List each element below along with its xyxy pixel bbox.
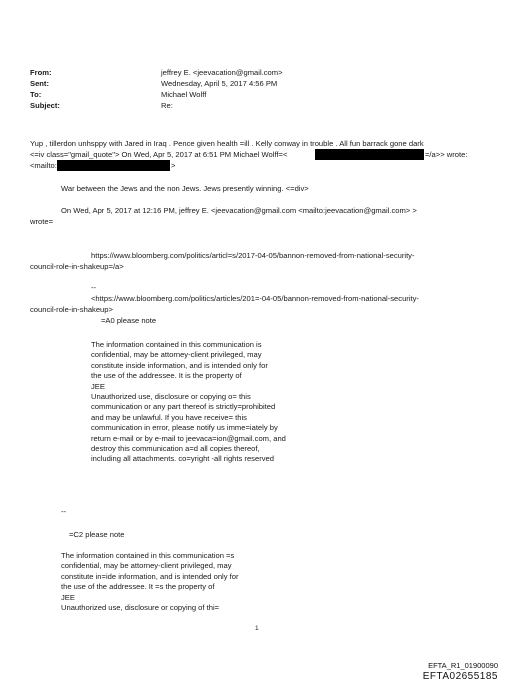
subject-label: Subject: bbox=[30, 101, 60, 110]
page-number: 1 bbox=[255, 625, 259, 632]
disclaimer-line: confidential, may be attorney-client privileged, may bbox=[91, 350, 262, 360]
disclaimer-line: return e-mail or by e-mail to jeevaca=ion@gmail.com, and bbox=[91, 433, 286, 443]
disclaimer-block-1 bbox=[91, 340, 286, 465]
disclaimer-line: the use of the addressee. It =s the property of bbox=[61, 582, 215, 592]
disclaimer-line: destroy this communication a=d all copies thereof, bbox=[91, 444, 260, 454]
disclaimer-line: Unauthorized use, disclosure or copying of thi= bbox=[61, 603, 220, 613]
disclaimer-line: Unauthorized use, disclosure or copying o= this bbox=[91, 392, 251, 402]
note-1: =A0 please note bbox=[101, 316, 157, 325]
war-line: War between the Jews and the non Jews. Jews presently winning. <=div> bbox=[61, 184, 309, 193]
from-label: From: bbox=[30, 68, 52, 77]
disclaimer-line: and may be unlawful. If you have receive= this bbox=[91, 412, 247, 422]
disclaimer-line: The information contained in this communication =s bbox=[61, 551, 235, 560]
quote-line: On Wed, Apr 5, 2017 at 12:16 PM, jeffrey E. <jeevacation@gmail.com <mailto:jeevacation@gmail.com> > bbox=[61, 206, 417, 215]
dash-separator-1: -- bbox=[91, 283, 97, 292]
disclaimer-line: including all attachments. co=yright -all rights reserved bbox=[91, 454, 274, 464]
disclaimer-line: constitute inside information, and is intended only for bbox=[91, 360, 268, 370]
body-line-2b: =/a>> wrote: bbox=[425, 150, 468, 159]
subject-value: Re: bbox=[161, 101, 173, 110]
disclaimer-block-2 bbox=[61, 551, 239, 613]
disclaimer-line: confidential, may be attorney-client privileged, may bbox=[61, 561, 232, 571]
sent-label: Sent: bbox=[30, 79, 49, 88]
to-value: Michael Wolff bbox=[161, 90, 207, 99]
body-line-3a: <mailto: bbox=[30, 161, 57, 170]
disclaimer-line: The information contained in this communication is bbox=[91, 340, 262, 349]
body-line-1: Yup , tillerdon unhsppy with Jared in Iraq . Pence given health =ill . Kelly conway in trouble . All fun barrack gone dark bbox=[30, 139, 424, 148]
link-1a: https://www.bloomberg.com/politics/articl=s/2017-04-05/bannon-removed-from-national-security- bbox=[91, 251, 415, 260]
disclaimer-line: constitute in=ide information, and is intended only for bbox=[61, 571, 239, 581]
to-label: To: bbox=[30, 90, 42, 99]
dash-separator-2: -- bbox=[61, 507, 67, 516]
wrote-line: wrote= bbox=[30, 217, 54, 226]
disclaimer-line: JEE bbox=[91, 381, 105, 391]
disclaimer-line: communication in error, please notify us imme=iately by bbox=[91, 423, 278, 433]
link-2b: council-role-in-shakeup> bbox=[30, 305, 113, 314]
body-line-2a: <=iv class="gmail_quote"> On Wed, Apr 5, 2017 at 6:51 PM Michael Wolff=< bbox=[30, 150, 288, 159]
disclaimer-line: JEE bbox=[61, 592, 75, 602]
bates-number-large: EFTA02655185 bbox=[422, 671, 498, 682]
from-value: jeffrey E. <jeevacation@gmail.com> bbox=[161, 68, 283, 77]
link-2a: <https://www.bloomberg.com/politics/articles/201=-04-05/bannon-removed-from-national-security- bbox=[91, 294, 419, 303]
redaction-box bbox=[57, 160, 170, 171]
sent-value: Wednesday, April 5, 2017 4:56 PM bbox=[161, 79, 278, 88]
redaction-box bbox=[315, 149, 424, 160]
link-1b: council-role-in-shakeup=/a> bbox=[30, 262, 124, 271]
disclaimer-line: the use of the addressee. It is the property of bbox=[91, 371, 242, 381]
disclaimer-line: communication or any part thereof is strictly=prohibited bbox=[91, 402, 276, 412]
body-line-3b: > bbox=[171, 161, 176, 170]
note-2: =C2 please note bbox=[69, 530, 125, 539]
bates-number-small: EFTA_R1_01900090 bbox=[428, 661, 498, 670]
